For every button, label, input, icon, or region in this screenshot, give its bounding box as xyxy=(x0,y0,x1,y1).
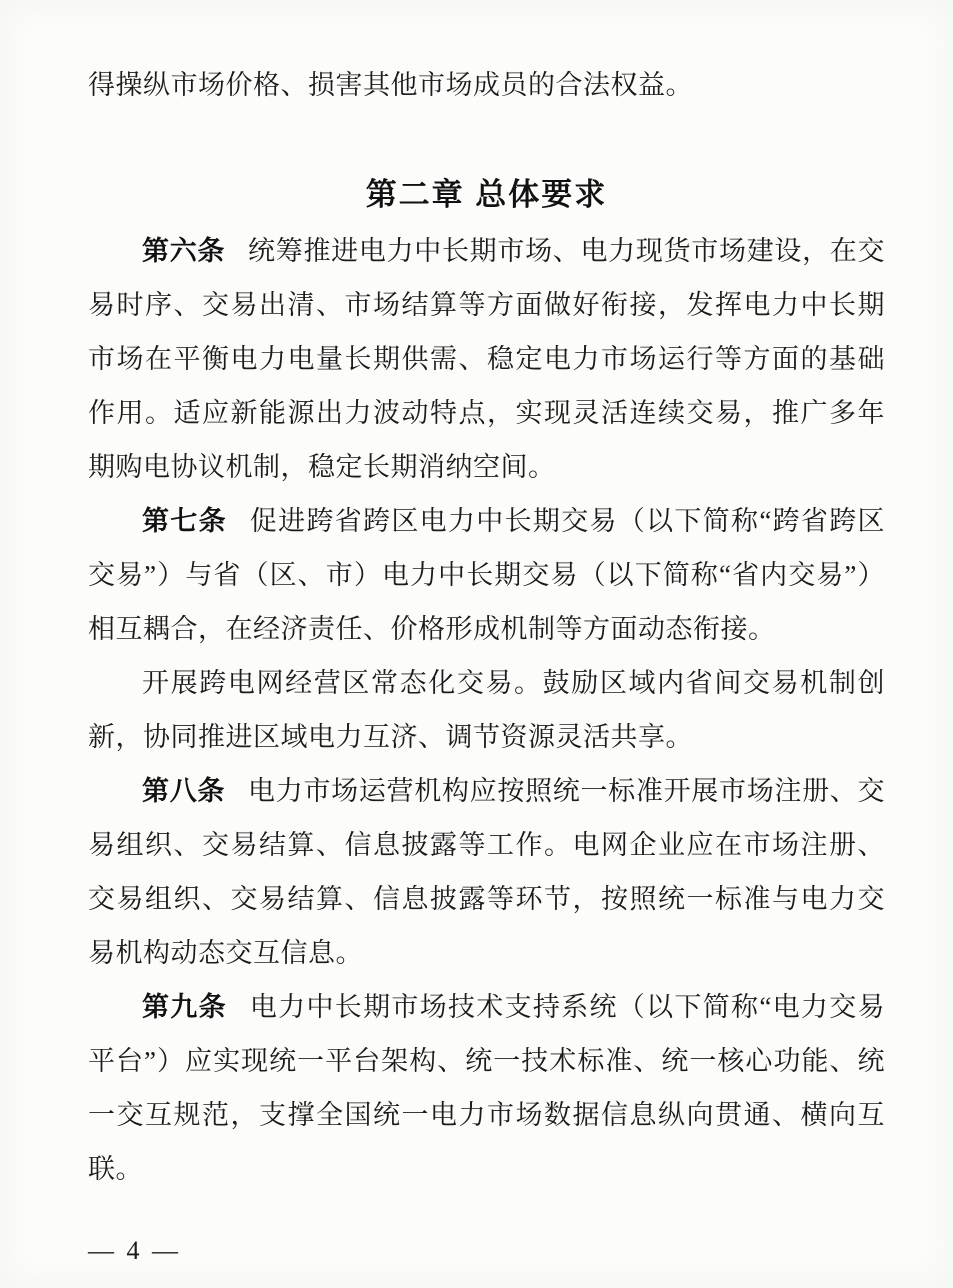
chapter-heading: 第二章 总体要求 xyxy=(365,177,608,212)
article-6-number: 第六条 xyxy=(142,236,226,266)
continuation-paragraph: 得操纵市场价格、损害其他市场成员的合法权益。 xyxy=(88,70,693,100)
article-8-number: 第八条 xyxy=(142,776,226,806)
article-9-paragraph xyxy=(88,980,885,1196)
article-6-text: 统筹推进电力中长期市场、电力现货市场建设，在交易时序、交易出清、市场结算等方面做好衔接，发挥电力中长期市场在平衡电力电量长期供需、稳定电力市场运行等方面的基础作用。适应新能源出力波动特点，实现灵活连续交易，推广多年期购电协议机制，稳定长期消纳空间。 xyxy=(88,236,886,482)
article-7-continuation-paragraph xyxy=(88,656,885,764)
page-number: — 4 — xyxy=(88,1236,181,1265)
page-footer xyxy=(88,1236,181,1266)
article-7-number: 第七条 xyxy=(142,506,227,536)
article-9-number: 第九条 xyxy=(142,992,227,1022)
article-6-paragraph xyxy=(88,224,885,494)
article-8-text: 电力市场运营机构应按照统一标准开展市场注册、交易组织、交易结算、信息披露等工作。电网企业应在市场注册、交易组织、交易结算、信息披露等环节，按照统一标准与电力交易机构动态交互信息。 xyxy=(88,776,886,968)
article-7b-text: 开展跨电网经营区常态化交易。鼓励区域内省间交易机制创新，协同推进区域电力互济、调节资源灵活共享。 xyxy=(88,668,885,752)
article-8-paragraph xyxy=(88,764,885,980)
article-9-text: 电力中长期市场技术支持系统（以下简称“电力交易平台”）应实现统一平台架构、统一技术标准、统一核心功能、统一交互规范，支撑全国统一电力市场数据信息纵向贯通、横向互联。 xyxy=(88,992,886,1184)
article-7-text: 促进跨省跨区电力中长期交易（以下简称“跨省跨区交易”）与省（区、市）电力中长期交易（以下简称“省内交易”）相互耦合，在经济责任、价格形成机制等方面动态衔接。 xyxy=(88,506,886,644)
article-7-paragraph xyxy=(88,494,885,656)
